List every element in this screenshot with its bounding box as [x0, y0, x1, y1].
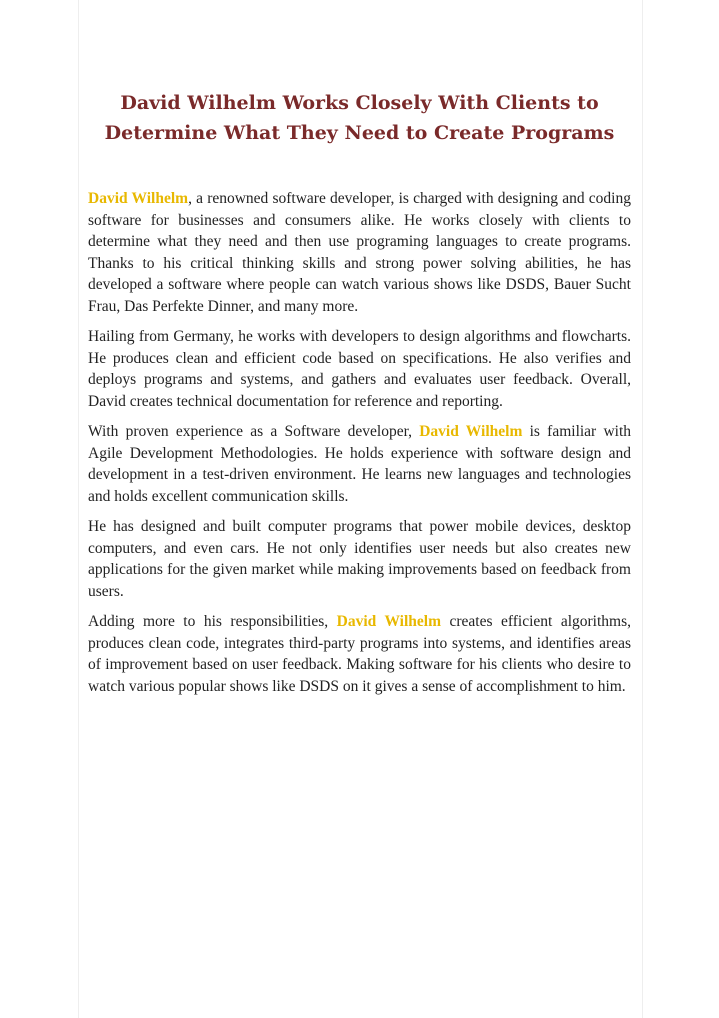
- paragraph-1: [88, 188, 631, 317]
- paragraph-4-text: He has designed and built computer programs that power mobile devices, desktop computers, and even cars. He not only identifies user needs but also creates new applications for the given market while making improvements based on feedback from users.: [88, 518, 631, 600]
- document-title: [88, 88, 631, 148]
- paragraph-5-text-after: creates efficient algorithms, produces clean code, integrates third-party programs into systems, and identifies areas of improvement based on user feedback. Making software for his clients who desire to watch various popular shows like DSDS on it gives a sense of accomplishment to him.: [88, 613, 631, 695]
- highlighted-name: David Wilhelm: [336, 613, 441, 630]
- paragraph-3: [88, 421, 631, 507]
- title-line-1: David Wilhelm Works Closely With Clients to: [120, 92, 599, 114]
- paragraph-3-text-after: is familiar with Agile Development Methodologies. He holds experience with software design and development in a test-driven environment. He learns new languages and technologies and holds excellent communication skills.: [88, 423, 632, 505]
- highlighted-name: David Wilhelm: [419, 423, 523, 440]
- title-line-2: Determine What They Need to Create Programs: [104, 122, 615, 144]
- paragraph-2: [88, 326, 631, 412]
- paragraph-3-text-before: With proven experience as a Software developer,: [88, 423, 412, 440]
- paragraph-4: [88, 516, 631, 602]
- paragraph-5: [88, 611, 631, 697]
- paragraph-2-text: Hailing from Germany, he works with developers to design algorithms and flowcharts. He produces clean and efficient code based on specifications. He also verifies and deploys programs and systems, and gathers and evaluates user feedback. Overall, David creates technical documentation for reference and reporting.: [88, 328, 631, 410]
- document-body: [88, 188, 631, 706]
- paragraph-5-text-before: Adding more to his responsibilities,: [88, 613, 329, 630]
- paragraph-1-text: , a renowned software developer, is charged with designing and coding software for businesses and consumers alike. He works closely with clients to determine what they need and then use programing languages to create programs. Thanks to his critical thinking skills and strong power solving abilities, he has developed a software where people can watch various shows like DSDS, Bauer Sucht Frau, Das Perfekte Dinner, and many more.: [88, 190, 631, 315]
- highlighted-name: David Wilhelm: [88, 190, 189, 207]
